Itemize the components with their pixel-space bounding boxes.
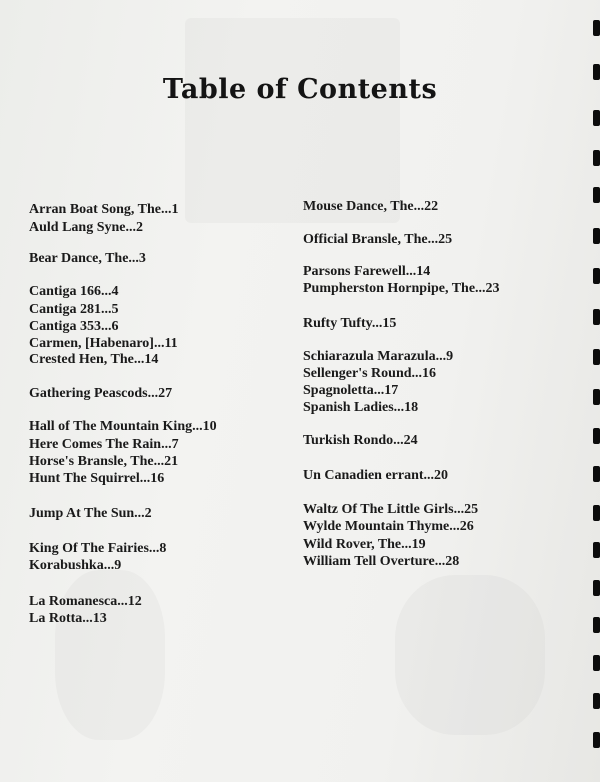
bleed-through-illustration [395,575,545,735]
toc-entry: Gathering Peascods...27 [29,386,173,401]
toc-entry: Wild Rover, The...19 [303,537,426,552]
toc-entry: Here Comes The Rain...7 [29,437,179,452]
toc-entry: Cantiga 353...6 [29,319,119,334]
toc-entry: Spanish Ladies...18 [303,400,419,415]
toc-entry: Pumpherston Hornpipe, The...23 [303,281,500,296]
toc-entry: Spagnoletta...17 [303,383,399,398]
toc-entry: Un Canadien errant...20 [303,468,449,483]
toc-entry: Horse's Bransle, The...21 [29,454,179,469]
binding-ring [593,110,600,126]
binding-ring [593,580,600,596]
toc-entry: Cantiga 166...4 [29,284,119,299]
binding-ring [593,655,600,671]
binding-ring [593,20,600,36]
toc-entry: Cantiga 281...5 [29,302,119,317]
toc-entry: Auld Lang Syne...2 [29,220,143,235]
toc-entry: Wylde Mountain Thyme...26 [303,519,474,534]
page-title: Table of Contents [162,74,438,105]
toc-entry: William Tell Overture...28 [303,554,460,569]
toc-entry: King Of The Fairies...8 [29,541,167,556]
binding-ring [593,505,600,521]
toc-entry: Parsons Farewell...14 [303,264,431,279]
binding-ring [593,150,600,166]
binding-ring [593,349,600,365]
toc-entry: Carmen, [Habenaro]...11 [29,336,178,351]
binding-ring [593,228,600,244]
toc-entry: Turkish Rondo...24 [303,433,418,448]
toc-entry: Waltz Of The Little Girls...25 [303,502,479,517]
toc-entry: Official Bransle, The...25 [303,232,453,247]
binding-ring [593,732,600,748]
binding-ring [593,389,600,405]
toc-entry: Sellenger's Round...16 [303,366,437,381]
toc-entry: Schiarazula Marazula...9 [303,349,454,364]
toc-entry: Arran Boat Song, The...1 [29,202,179,217]
toc-entry: La Rotta...13 [29,611,107,626]
toc-entry: Mouse Dance, The...22 [303,199,439,214]
binding-ring [593,428,600,444]
spiral-binding [586,0,600,782]
toc-entry: Hall of The Mountain King...10 [29,419,217,434]
binding-ring [593,268,600,284]
toc-entry: La Romanesca...12 [29,594,142,609]
toc-entry: Bear Dance, The...3 [29,251,146,266]
binding-ring [593,309,600,325]
binding-ring [593,187,600,203]
binding-ring [593,617,600,633]
binding-ring [593,466,600,482]
binding-ring [593,542,600,558]
toc-entry: Korabushka...9 [29,558,122,573]
toc-entry: Hunt The Squirrel...16 [29,471,165,486]
toc-entry: Crested Hen, The...14 [29,352,159,367]
bleed-through-illustration [185,18,400,223]
toc-entry: Rufty Tufty...15 [303,316,397,331]
binding-ring [593,693,600,709]
toc-entry: Jump At The Sun...2 [29,506,152,521]
binding-ring [593,64,600,80]
